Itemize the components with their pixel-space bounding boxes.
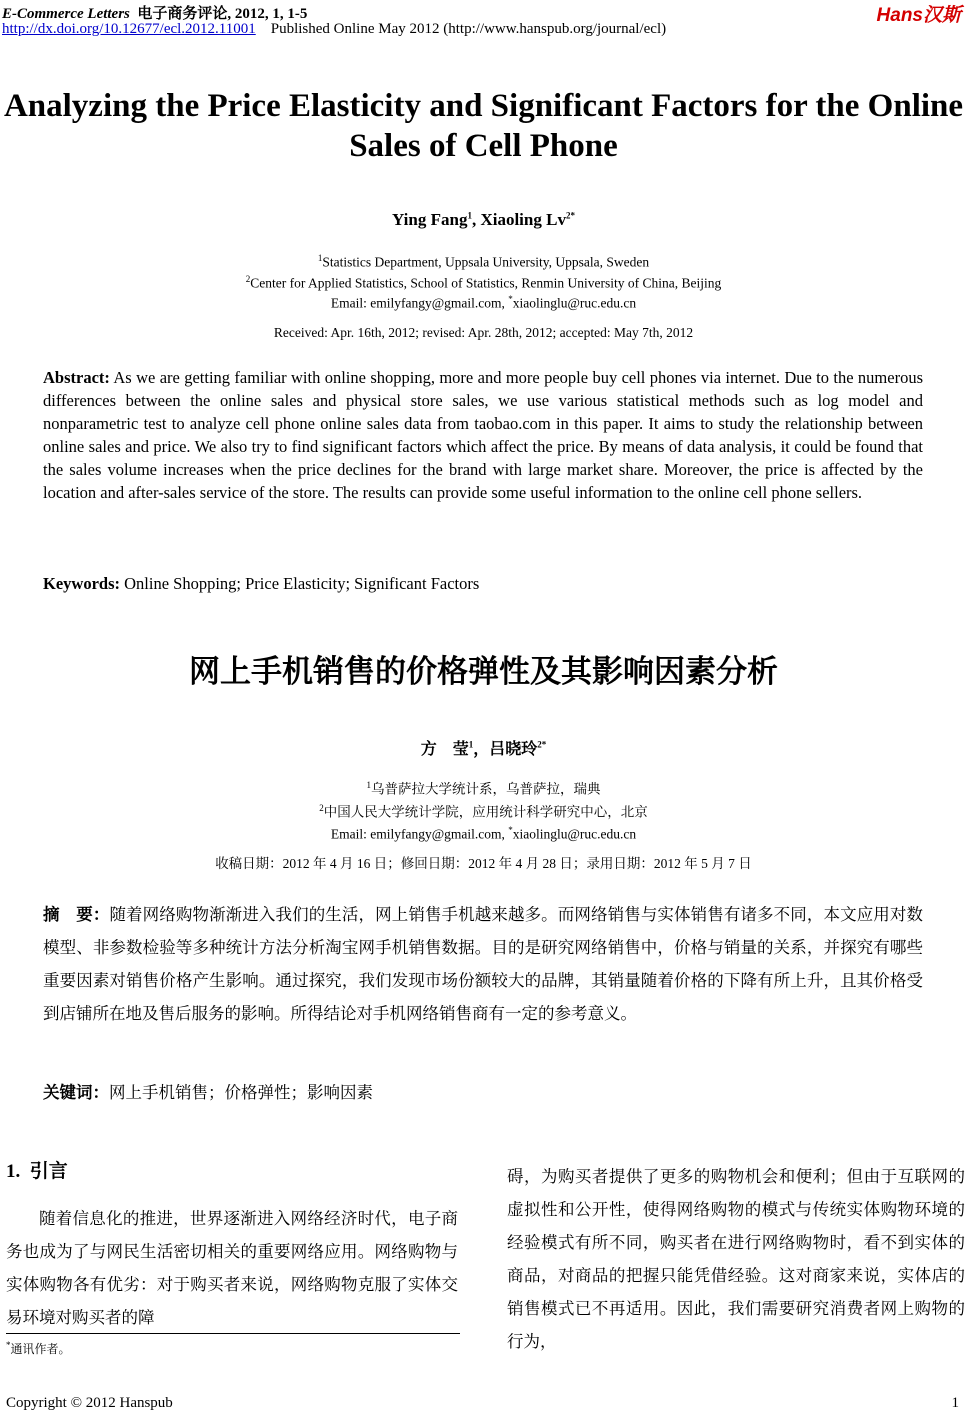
author-1: Ying Fang <box>392 210 468 229</box>
aff-sup: 1 <box>317 253 323 263</box>
footnote-text: 通讯作者。 <box>10 1342 71 1356</box>
page-number: 1 <box>951 1395 959 1411</box>
cn-affiliations <box>0 776 967 844</box>
email-rest: xiaolinglu@ruc.edu.cn <box>512 295 637 311</box>
keywords-text: Online Shopping; Price Elasticity; Significant Factors <box>120 574 480 593</box>
footnote-divider <box>6 1333 460 1334</box>
aff-sup: 2 <box>319 802 324 813</box>
abstract-label: Abstract: <box>43 368 110 387</box>
abstract <box>43 366 923 504</box>
cn-received-dates: 收稿日期：2012 年 4 月 16 日；修回日期：2012 年 4 月 28 日；录用日期：2012 年 5 月 7 日 <box>215 856 752 871</box>
aff-text: Center for Applied Statistics, School of Statistics, Renmin University of China, Beijing <box>250 275 722 290</box>
journal-cn: 电子商务评论, 2012, 1, 1-5 <box>137 6 308 22</box>
section-number: 1. <box>6 1161 21 1182</box>
aff-sup: 2 <box>245 273 251 284</box>
email-star: * <box>508 825 513 835</box>
copyright: Copyright © 2012 Hanspub <box>6 1395 173 1411</box>
cn-abstract-text: 随着网络购物渐渐进入我们的生活，网上销售手机越来越多。而网络销售与实体销售有诸多不同，本文应用对数模型、非参数检验等多种统计方法分析淘宝网手机销售数据。目的是研究网络销售中，价格与销量的关系，并探究有哪些重要因素对销售价格产生影响。通过探究，我们发现市场份额较大的品牌，其销量随着价格的下降有所上升，且其价格受到店铺所在地及售后服务的影响。所得结论对手机网络销售商有一定的参考意义。 <box>43 905 924 1023</box>
author-1-sup: 1 <box>467 210 472 221</box>
authors <box>0 210 967 230</box>
received-dates: Received: Apr. 16th, 2012; revised: Apr. 28th, 2012; accepted: May 7th, 2012 <box>273 325 694 340</box>
email-star: * <box>508 294 513 304</box>
affiliation-2 <box>0 271 967 292</box>
affiliations <box>0 250 967 312</box>
section-title: 引言 <box>29 1161 68 1182</box>
cn-author-sep: ， <box>473 741 490 758</box>
cn-keywords-text: 网上手机销售；价格弹性；影响因素 <box>109 1083 373 1102</box>
aff-text: 乌普萨拉大学统计系，乌普萨拉，瑞典 <box>371 781 601 797</box>
email <box>0 291 967 312</box>
cn-abstract-label: 摘 要： <box>43 905 110 924</box>
cn-author-1: 方 莹 <box>420 741 469 758</box>
email-prefix: Email: emilyfangy@gmail.com, <box>330 295 509 311</box>
doi-line <box>2 21 666 38</box>
footnote-star: * <box>6 1340 11 1350</box>
aff-text: 中国人民大学统计学院，应用统计科学研究中心，北京 <box>323 804 648 819</box>
published-info: Published Online May 2012 (http://www.hanspub.org/journal/ecl) <box>270 21 667 37</box>
body-left-column: 随着信息化的推进，世界逐渐进入网络经济时代，电子商务也成为了与网民生活密切相关的重要网络应用。网络购物与实体购物各有优劣：对于购买者来说，网络购物克服了实体交易环境对购买者的障 <box>6 1209 458 1327</box>
email-rest: xiaolinglu@ruc.edu.cn <box>512 826 637 842</box>
doi-link[interactable]: http://dx.doi.org/10.12677/ecl.2012.11001 <box>2 21 256 37</box>
author-2: Xiaoling Lv <box>480 210 566 229</box>
author-sep: , <box>471 210 481 229</box>
abstract-text: As we are getting familiar with online shopping, more and more people buy cell phones via internet. Due to the numerous differences between the online sales and physical store sales, we use various statistical methods such as log model and nonparametric test to analyze cell phone online sales data from taobao.com in this paper. It aims to study the relationship between online sales and price. We also try to find significant factors which affect the price. By means of data analysis, it could be found that the sales volume increases when the price declines for the brand with large market share. Moreover, the price is affected by the location and after-sales service of the store. The results can provide some useful information to the online cell phone sellers. <box>43 368 923 502</box>
cn-title: 网上手机销售的价格弹性及其影响因素分析 <box>189 654 778 690</box>
keywords <box>43 572 923 595</box>
section-heading <box>6 1156 68 1183</box>
journal-header <box>2 2 307 23</box>
aff-sup: 1 <box>366 780 371 790</box>
keywords-label: Keywords: <box>43 574 120 593</box>
author-2-sup: 2* <box>565 210 575 221</box>
cn-abstract <box>43 898 923 1030</box>
footnote <box>6 1340 71 1357</box>
paper-title: Analyzing the Price Elasticity and Significant Factors for the Online Sales of Cell Phone <box>3 88 964 164</box>
cn-author-1-sup: 1 <box>468 739 474 750</box>
journal-name: E-Commerce Letters <box>2 6 130 22</box>
aff-text: Statistics Department, Uppsala University, Uppsala, Sweden <box>322 254 650 270</box>
cn-author-2-sup: 2* <box>537 739 547 750</box>
cn-affiliation-2 <box>0 799 967 822</box>
cn-author-2: 吕晓玲 <box>489 741 538 758</box>
cn-authors <box>0 736 967 759</box>
cn-email <box>0 821 967 844</box>
affiliation-1 <box>0 250 967 271</box>
body-right-column: 碍，为购买者提供了更多的购物机会和便利；但由于互联网的虚拟性和公开性，使得网络购物的模式与传统实体购物环境的经验模式有所不同，购买者在进行网络购物时，看不到实体的商品，对商品的把握只能凭借经验。这对商家来说，实体店的销售模式已不再适用。因此，我们需要研究消费者网上购物的行为， <box>507 1167 965 1351</box>
cn-keywords <box>43 1076 923 1109</box>
cn-affiliation-1 <box>0 776 967 799</box>
hans-logo: Hans汉斯 <box>876 5 961 26</box>
cn-keywords-label: 关键词： <box>43 1083 109 1102</box>
email-prefix: Email: emilyfangy@gmail.com, <box>330 826 509 842</box>
